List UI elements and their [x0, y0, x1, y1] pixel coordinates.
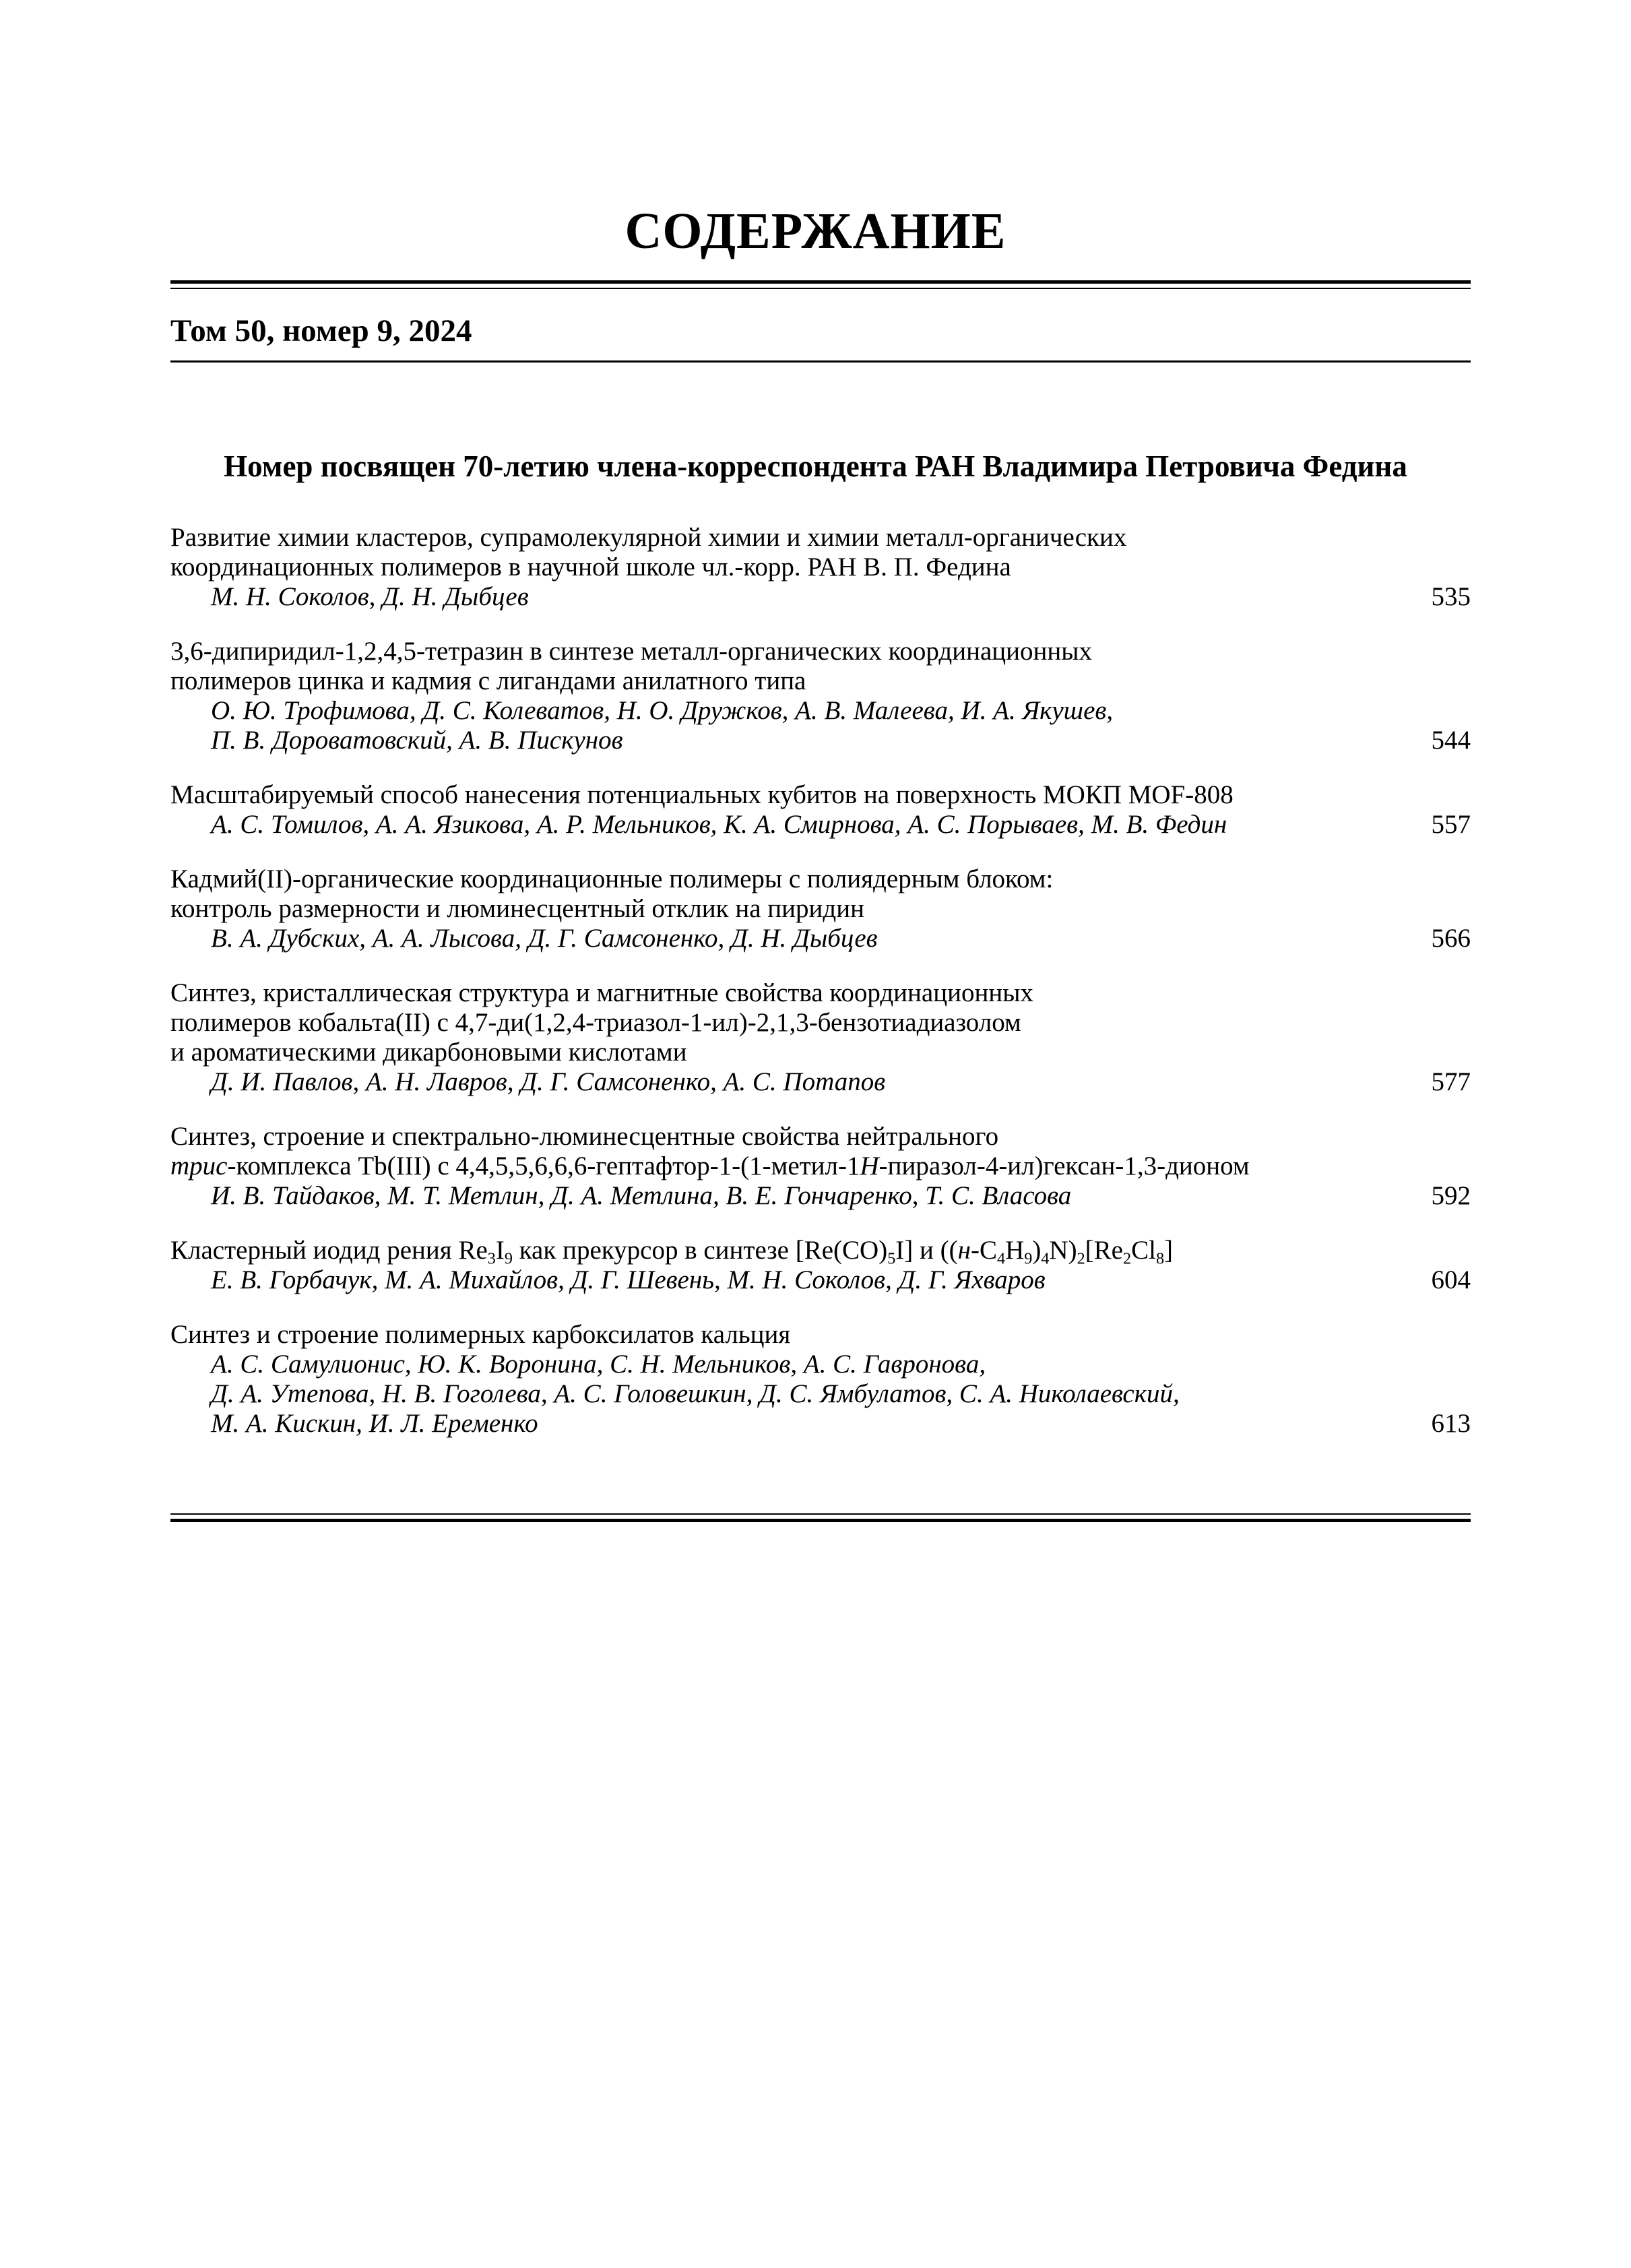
- toc-entry[interactable]: [170, 978, 1471, 1097]
- entry-page-number: 577: [1431, 1067, 1471, 1096]
- formula-text: I] и ((: [895, 1236, 958, 1265]
- formula-text: N): [1049, 1236, 1077, 1265]
- formula-subscript: 2: [1122, 1249, 1132, 1268]
- formula-text: ): [1032, 1236, 1042, 1265]
- formula-text: как прекурсор в синтезе [Re(CO): [512, 1236, 888, 1265]
- toc-entry[interactable]: [170, 523, 1471, 612]
- formula-subscript: 9: [1024, 1249, 1033, 1268]
- dedication-heading: Номер посвящен 70-летию члена-корреспондента РАН Владимира Петровича Федина: [224, 449, 1407, 483]
- toc-entry[interactable]: [170, 1122, 1471, 1211]
- entry-authors: О. Ю. Трофимова, Д. С. Колеватов, Н. О. Дружков, А. В. Малеева, И. А. Якушев,: [211, 696, 1114, 725]
- entry-authors: Е. В. Горбачук, М. А. Михайлов, Д. Г. Шевень, М. Н. Соколов, Д. Г. Яхваров: [211, 1265, 1046, 1294]
- toc-entry[interactable]: [170, 637, 1471, 755]
- entry-title: полимеров цинка и кадмия с лигандами анилатного типа: [170, 666, 806, 695]
- entry-title-italic: трис: [170, 1152, 228, 1180]
- top-rule-thick: [170, 280, 1471, 284]
- formula-text: Кластерный иодид рения Re: [170, 1236, 488, 1265]
- formula-subscript: 8: [1155, 1249, 1165, 1268]
- entry-authors: А. С. Томилов, А. А. Язикова, А. Р. Мельников, К. А. Смирнова, А. С. Порываев, М. В. Федин: [211, 810, 1227, 839]
- entry-title: [170, 1236, 1471, 1268]
- issue-rule: [170, 360, 1471, 363]
- formula-subscript: 9: [504, 1249, 513, 1268]
- toc-entry[interactable]: [170, 780, 1471, 840]
- entry-authors: Д. А. Утепова, Н. В. Гоголева, А. С. Головешкин, Д. С. Ямбулатов, С. А. Николаевский,: [211, 1379, 1180, 1408]
- toc-entry[interactable]: [170, 1236, 1471, 1295]
- entry-title: координационных полимеров в научной школе чл.-корр. РАН В. П. Федина: [170, 553, 1011, 581]
- entry-title: Масштабируемый способ нанесения потенциальных кубитов на поверхность МОКП MOF-808: [170, 780, 1234, 809]
- entry-authors: М. Н. Соколов, Д. Н. Дыбцев: [211, 582, 529, 611]
- entry-page-number: 557: [1431, 810, 1471, 839]
- entry-title: 3,6-дипиридил-1,2,4,5-тетразин в синтезе металл-органических координационных: [170, 637, 1092, 666]
- entry-authors: М. А. Кискин, И. Л. Еременко: [211, 1409, 538, 1438]
- entry-title: Синтез, кристаллическая структура и магнитные свойства координационных: [170, 978, 1033, 1007]
- entry-page-number: 566: [1431, 924, 1471, 953]
- formula-text: ]: [1164, 1236, 1174, 1265]
- formula-text: H: [1005, 1236, 1025, 1265]
- top-rule-thin: [170, 288, 1471, 289]
- entry-title: контроль размерности и люминесцентный отклик на пиридин: [170, 894, 864, 923]
- entry-authors: И. В. Тайдаков, М. Т. Метлин, Д. А. Метлина, В. Е. Гончаренко, Т. С. Власова: [211, 1181, 1072, 1210]
- formula-subscript: 3: [487, 1249, 496, 1268]
- entry-page-number: 544: [1431, 726, 1471, 755]
- toc-entry[interactable]: [170, 864, 1471, 953]
- entry-title: Синтез и строение полимерных карбоксилатов кальция: [170, 1320, 791, 1349]
- entry-page-number: 604: [1431, 1265, 1471, 1294]
- formula-subscript: 5: [887, 1249, 896, 1268]
- page-title: СОДЕРЖАНИЕ: [625, 203, 1006, 259]
- table-of-contents: [170, 523, 1471, 1463]
- formula-text: [Re: [1085, 1236, 1123, 1265]
- entry-authors: В. А. Дубских, А. А. Лысова, Д. Г. Самсоненко, Д. Н. Дыбцев: [211, 924, 878, 953]
- formula-italic: н: [957, 1236, 971, 1265]
- bottom-rule-thin: [170, 1513, 1471, 1515]
- bottom-rule-thick: [170, 1519, 1471, 1522]
- formula-text: Cl: [1131, 1236, 1156, 1265]
- entry-authors: Д. И. Павлов, А. Н. Лавров, Д. Г. Самсоненко, А. С. Потапов: [211, 1067, 886, 1096]
- formula-subscript: 4: [1041, 1249, 1050, 1268]
- entry-title-text: -комплекса Tb(III) с 4,4,5,5,6,6,6-гептафтор-1-(1-метил-1: [227, 1152, 860, 1180]
- entry-title: [170, 1152, 1471, 1181]
- entry-page-number: 535: [1431, 582, 1471, 611]
- formula-subscript: 2: [1077, 1249, 1085, 1268]
- issue-info: Том 50, номер 9, 2024: [170, 313, 472, 348]
- entry-title-text: -пиразол-4-ил)гексан-1,3-дионом: [878, 1152, 1250, 1180]
- entry-title-italic: H: [860, 1152, 879, 1180]
- formula-text: -C: [970, 1236, 997, 1265]
- entry-page-number: 613: [1431, 1409, 1471, 1438]
- formula-text: I: [495, 1236, 505, 1265]
- entry-title: и ароматическими дикарбоновыми кислотами: [170, 1038, 687, 1067]
- entry-page-number: 592: [1431, 1181, 1471, 1210]
- formula-subscript: 4: [996, 1249, 1006, 1268]
- entry-authors: А. С. Самулионис, Ю. К. Воронина, С. Н. Мельников, А. С. Гавронова,: [211, 1350, 986, 1379]
- entry-title: полимеров кобальта(II) с 4,7-ди(1,2,4-триазол-1-ил)-2,1,3-бензотиадиазолом: [170, 1008, 1021, 1037]
- entry-title: Развитие химии кластеров, супрамолекулярной химии и химии металл-органических: [170, 523, 1127, 552]
- entry-title: Кадмий(II)-органические координационные полимеры с полиядерным блоком:: [170, 864, 1054, 893]
- toc-entry[interactable]: [170, 1320, 1471, 1439]
- entry-authors: П. В. Дороватовский, А. В. Пискунов: [211, 726, 623, 755]
- entry-title: Синтез, строение и спектрально-люминесцентные свойства нейтрального: [170, 1122, 999, 1151]
